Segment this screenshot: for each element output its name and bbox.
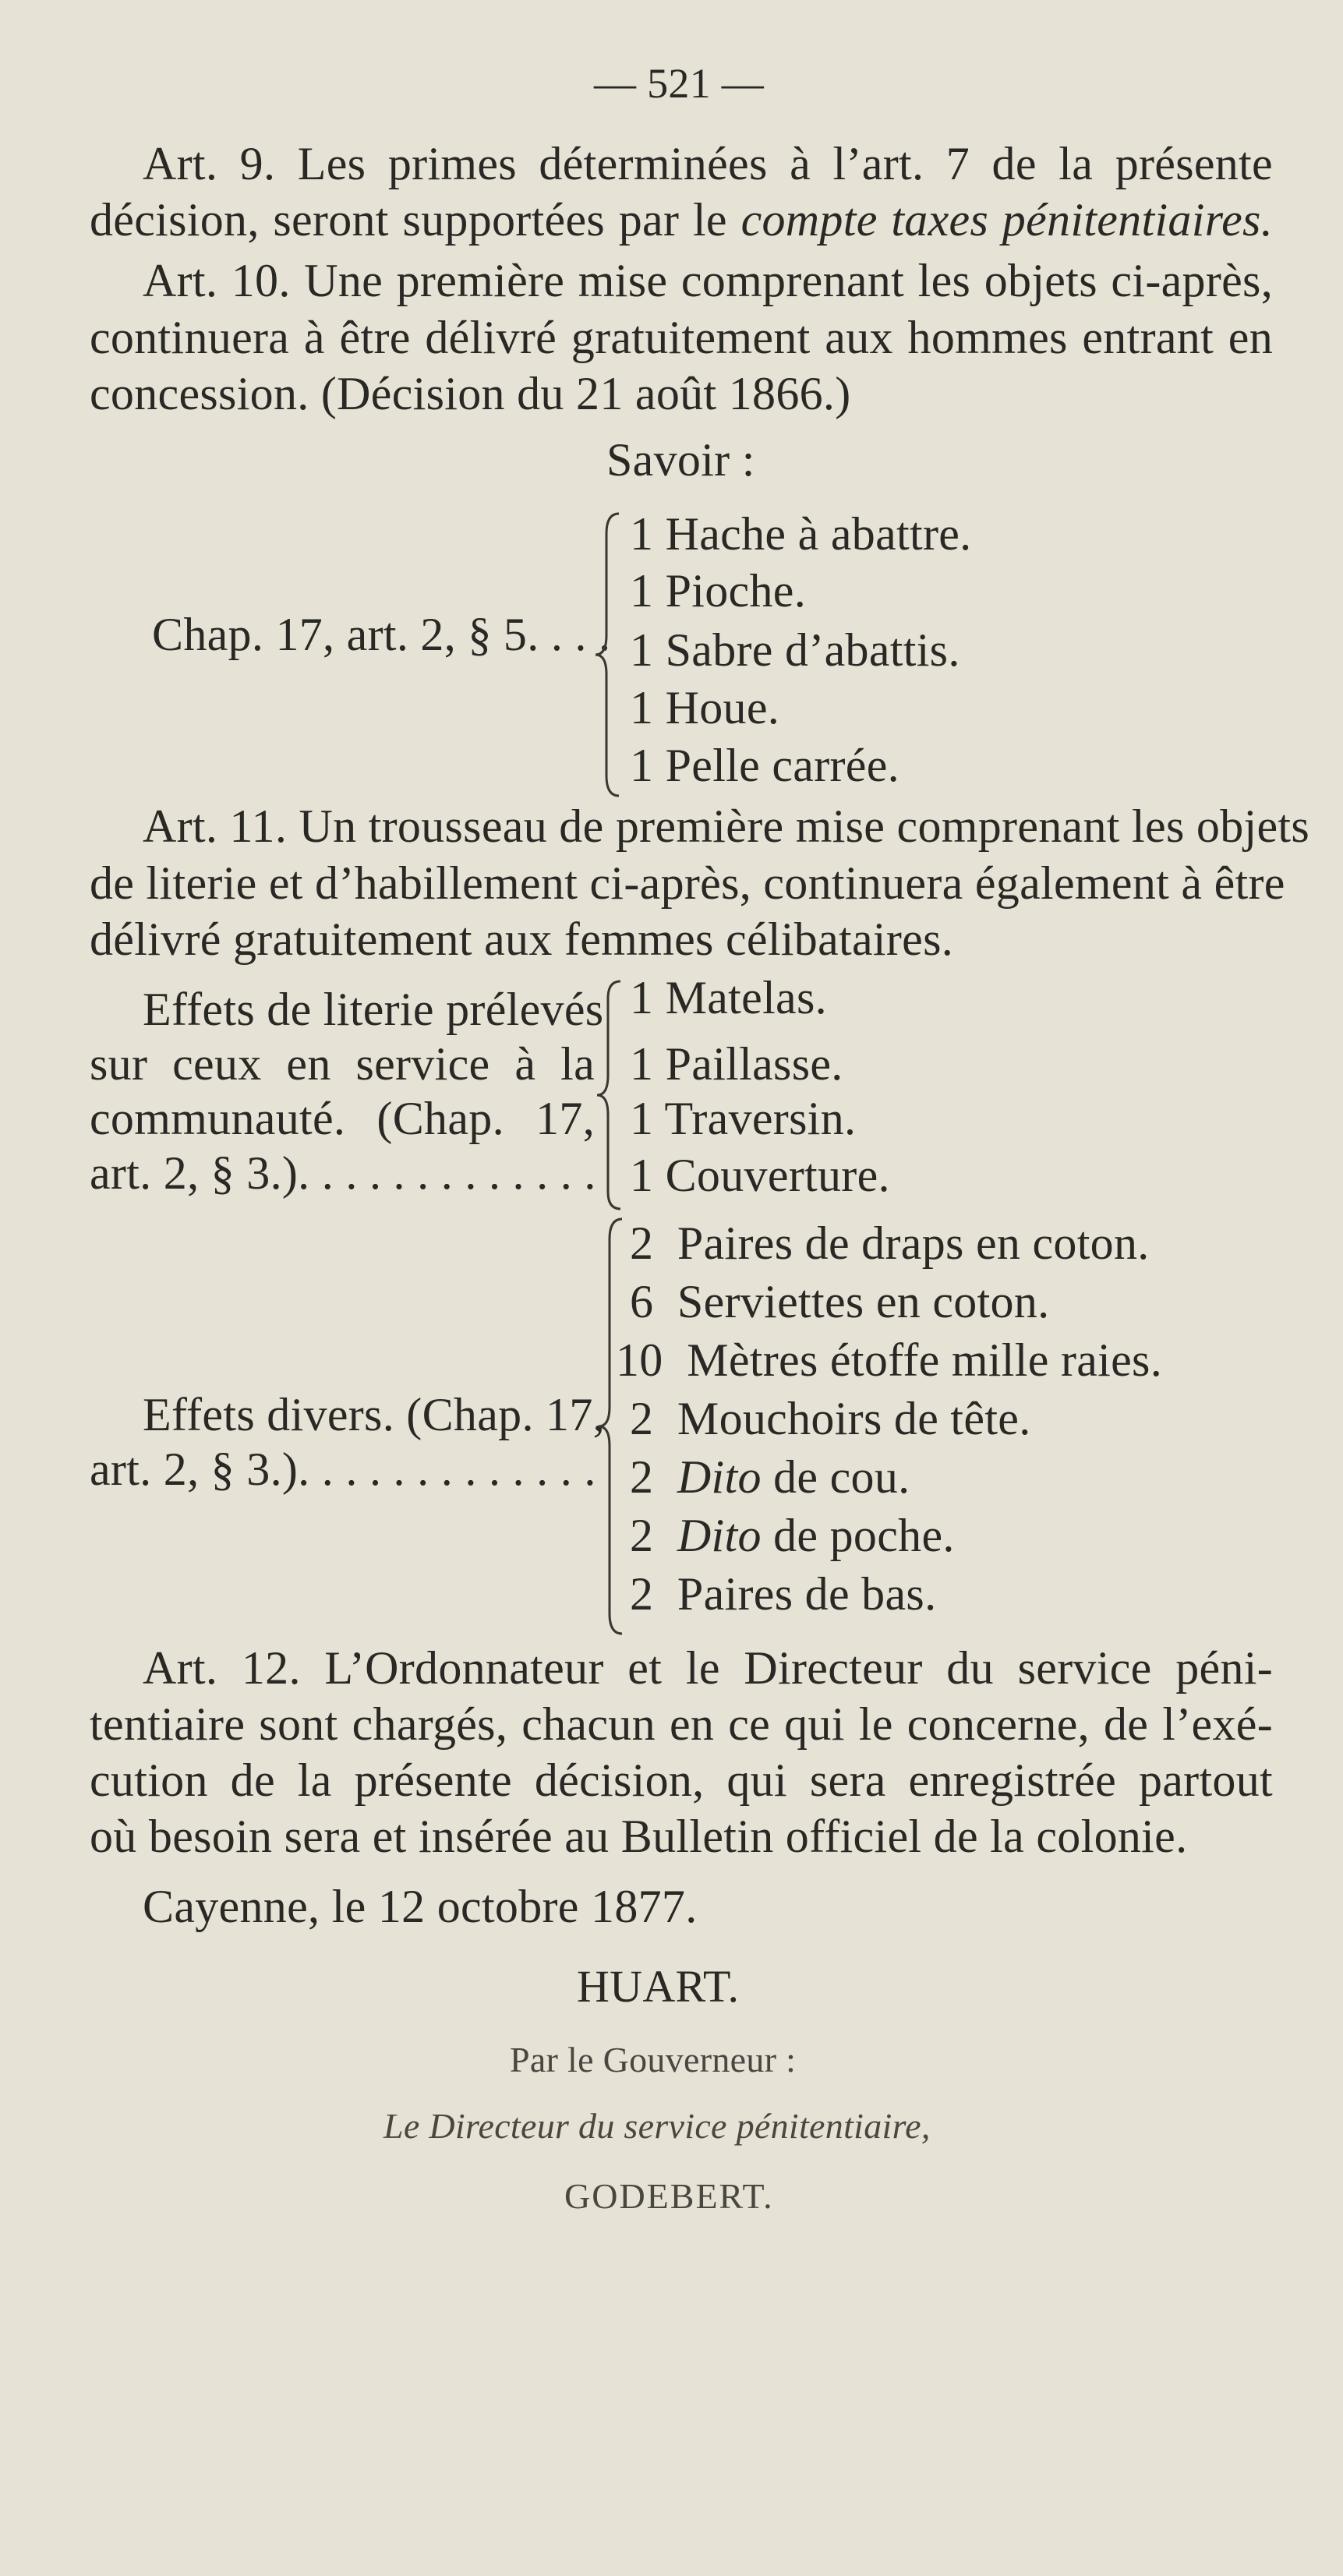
divers-item-text: Mètres étoffe mille raies. [687, 1334, 1163, 1386]
divers-item-dito: Dito [677, 1451, 762, 1503]
literie-item: 1 Paillasse. [630, 1038, 843, 1090]
par-le-gouverneur: Par le Gouverneur : [510, 2040, 797, 2080]
art10-item: 1 Pelle carrée. [630, 740, 899, 791]
divers-item-text: Serviettes en coton. [677, 1276, 1050, 1327]
divers-item [616, 1334, 1163, 1386]
divers-item-count: 2 [630, 1510, 654, 1561]
art11-line3: délivré gratuitement aux femmes célibataires. [90, 913, 954, 965]
divers-item-count: 2 [630, 1393, 654, 1444]
divers-item [630, 1512, 955, 1559]
art12-line1: Art. 12. L’Ordonnateur et le Directeur du service péni- [143, 1642, 1273, 1694]
art10-line1: Art. 10. Une première mise comprenant les objets ci-après, [143, 255, 1273, 306]
art12-line4: où besoin sera et insérée au Bulletin officiel de la colonie. [90, 1811, 1188, 1862]
divers-item-text: Mouchoirs de tête. [677, 1393, 1031, 1444]
place-date: Cayenne, le 12 octobre 1877. [143, 1881, 698, 1932]
signature: HUART. [577, 1961, 740, 2012]
divers-item [630, 1451, 910, 1503]
director-name: GODEBERT. [564, 2176, 774, 2216]
divers-item-text: de cou. [761, 1451, 910, 1503]
divers-item [630, 1278, 1049, 1325]
divers-item-count: 2 [630, 1568, 654, 1620]
literie-item: 1 Matelas. [630, 972, 827, 1023]
art10-chapter-ref: Chap. 17, art. 2, § 5. . . . [152, 609, 611, 660]
art10-item: 1 Pioche. [630, 565, 807, 617]
art10-brace [592, 511, 624, 799]
art12-line2: tentiaire sont chargés, chacun en ce qui le concerne, de l’exé- [90, 1698, 1273, 1750]
art9-account-name: compte taxes pénitentiaires. [740, 194, 1273, 246]
art10-line2: continuera à être délivré gratuitement aux hommes entrant en [90, 312, 1273, 363]
art9-line1: Art. 9. Les primes déterminées à l’art. 7 de la présente [143, 138, 1273, 189]
director-role: Le Directeur du service pénitentiaire, [383, 2106, 931, 2146]
divers-item-count: 6 [630, 1276, 654, 1327]
divers-brace [596, 1216, 627, 1637]
art11-line2: de literie et d’habillement ci-après, continuera également à être [90, 857, 1285, 909]
divers-item-text: de poche. [761, 1510, 955, 1561]
divers-item [630, 1568, 937, 1620]
art10-line3: concession. (Décision du 21 août 1866.) [90, 368, 851, 419]
divers-item-dito: Dito [677, 1510, 762, 1561]
divers-item [630, 1395, 1031, 1442]
divers-ref-line: Effets divers. (Chap. 17, [143, 1389, 605, 1440]
literie-ref-line: Effets de literie prélevés [143, 984, 604, 1035]
literie-ref-line: art. 2, § 3.). . . . . . . . . . . . . [90, 1147, 596, 1199]
divers-item-count: 2 [630, 1451, 654, 1503]
literie-brace [594, 978, 625, 1212]
divers-item-text: Paires de bas. [677, 1568, 937, 1620]
literie-ref-line: sur ceux en service à la [90, 1038, 595, 1090]
divers-item-count: 2 [630, 1217, 654, 1269]
divers-item-count: 10 [616, 1334, 663, 1386]
divers-item-text: Paires de draps en coton. [677, 1217, 1150, 1269]
art10-item: 1 Hache à abattre. [630, 508, 972, 560]
literie-item: 1 Couverture. [630, 1150, 890, 1201]
art10-item: 1 Sabre d’abattis. [630, 624, 960, 676]
literie-ref-line: communauté. (Chap. 17, [90, 1093, 595, 1144]
art10-savoir: Savoir : [606, 434, 755, 486]
art10-item: 1 Houe. [630, 682, 780, 733]
art12-line3: cution de la présente décision, qui sera enregistrée partout [90, 1754, 1273, 1806]
art9-line2-text: décision, seront supportées par le [90, 194, 741, 246]
divers-ref-line: art. 2, § 3.). . . . . . . . . . . . . [90, 1443, 596, 1495]
divers-item [630, 1217, 1150, 1269]
literie-item: 1 Traversin. [630, 1093, 857, 1144]
page-number: — 521 — [594, 60, 765, 107]
art9-line2 [90, 194, 1273, 246]
art11-line1: Art. 11. Un trousseau de première mise comprenant les objets [143, 800, 1310, 852]
